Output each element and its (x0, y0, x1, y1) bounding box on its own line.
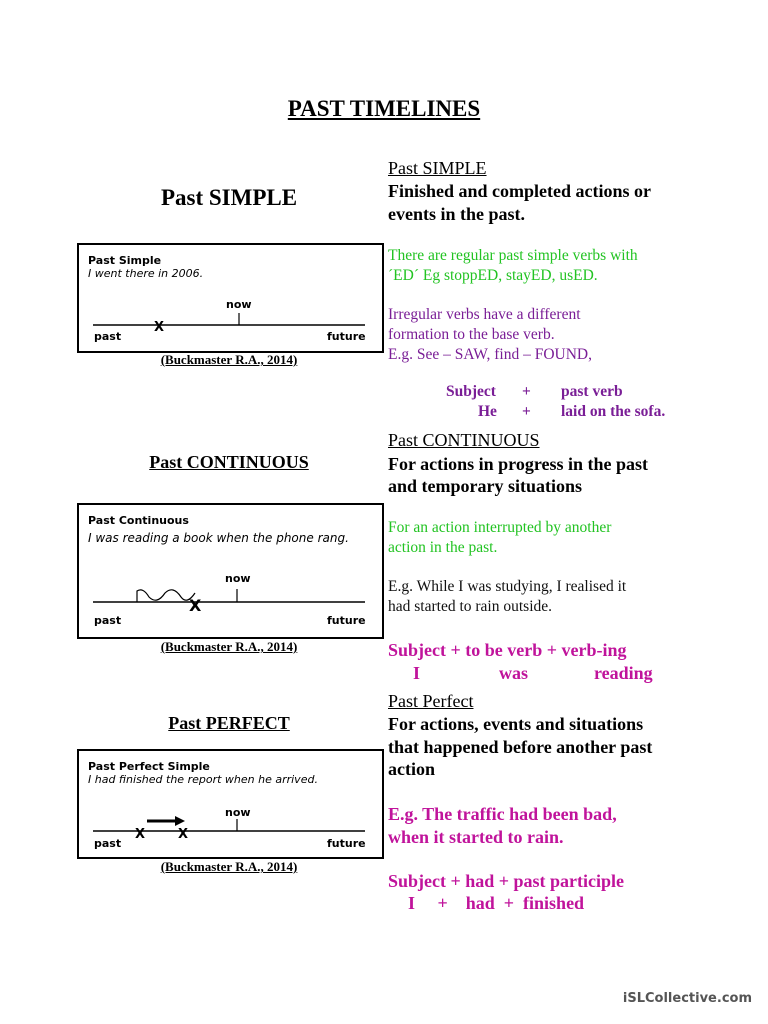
formula-example: I + had + finished (408, 893, 585, 913)
box-example: I was reading a book when the phone rang. (88, 531, 349, 545)
now-label: now (225, 806, 251, 819)
box-example: I went there in 2006. (88, 267, 204, 280)
purple-note: E.g. See – SAW, find – FOUND, (388, 346, 592, 363)
purple-note: Irregular verbs have a different (388, 306, 581, 323)
progress-wave (137, 590, 195, 602)
definition-line: For actions, events and situations (388, 714, 644, 734)
watermark: iSLCollective.com (622, 991, 752, 1006)
definition-line: action (388, 759, 435, 779)
box-title: Past Continuous (88, 514, 189, 527)
green-note: For an action interrupted by another (388, 519, 612, 536)
definition-line: and temporary situations (388, 476, 583, 496)
timeline-box-past-continuous (77, 503, 384, 639)
green-note: action in the past. (388, 539, 498, 556)
citation: (Buckmaster R.A., 2014) (160, 352, 298, 367)
future-label: future (327, 330, 366, 343)
example-note: had started to rain outside. (388, 598, 552, 615)
event-x-mark: X (189, 596, 202, 615)
formula-verb: past verb (561, 383, 623, 400)
citation: (Buckmaster R.A., 2014) (160, 639, 298, 654)
past-label: past (94, 837, 122, 850)
box-title: Past Simple (88, 254, 162, 267)
citation: (Buckmaster R.A., 2014) (160, 859, 298, 874)
formula: Subject + had + past participle (388, 871, 625, 891)
formula-plus: + (522, 383, 531, 400)
section-heading-past-continuous: Past CONTINUOUS (149, 452, 309, 472)
past-label: past (94, 330, 122, 343)
right-heading-past-perfect: Past Perfect (388, 691, 474, 711)
future-label: future (327, 837, 366, 850)
box-example: I had finished the report when he arrived. (88, 773, 318, 786)
green-note: ´ED´ Eg stoppED, stayED, usED. (388, 267, 598, 284)
definition-line: events in the past. (388, 204, 526, 224)
event-x-mark: X (154, 320, 165, 335)
right-heading-past-simple: Past SIMPLE (388, 158, 487, 178)
formula: Subject + to be verb + verb-ing (388, 640, 627, 660)
example-note: E.g. While I was studying, I realised it (388, 578, 627, 595)
event-x-mark: X (178, 827, 189, 842)
section-heading-past-simple: Past SIMPLE (160, 185, 298, 210)
box-title: Past Perfect Simple (88, 760, 210, 773)
event-x-mark: X (135, 827, 146, 842)
definition-line: that happened before another past (388, 737, 653, 757)
example-subject: He (478, 403, 497, 420)
example-word: reading (594, 663, 653, 683)
page-title: PAST TIMELINES (287, 96, 481, 121)
right-heading-past-continuous: Past CONTINUOUS (388, 430, 540, 450)
now-label: now (225, 572, 251, 585)
past-label: past (94, 614, 122, 627)
arrow-head (175, 816, 185, 826)
example-line: when it started to rain. (388, 827, 564, 847)
timeline-box-past-perfect (77, 749, 384, 859)
timeline-box-past-simple (77, 243, 384, 353)
future-label: future (327, 614, 366, 627)
formula-subject: Subject (446, 383, 496, 400)
example-plus: + (522, 403, 531, 420)
green-note: There are regular past simple verbs with (388, 247, 638, 264)
example-word: was (499, 663, 529, 683)
now-label: now (226, 298, 252, 311)
definition-line: For actions in progress in the past (388, 454, 649, 474)
example-word: I (413, 663, 421, 683)
example-line: E.g. The traffic had been bad, (388, 804, 617, 824)
example-verb: laid on the sofa. (561, 403, 666, 420)
definition-line: Finished and completed actions or (388, 181, 652, 201)
section-heading-past-perfect: Past PERFECT (168, 713, 290, 733)
purple-note: formation to the base verb. (388, 326, 555, 343)
